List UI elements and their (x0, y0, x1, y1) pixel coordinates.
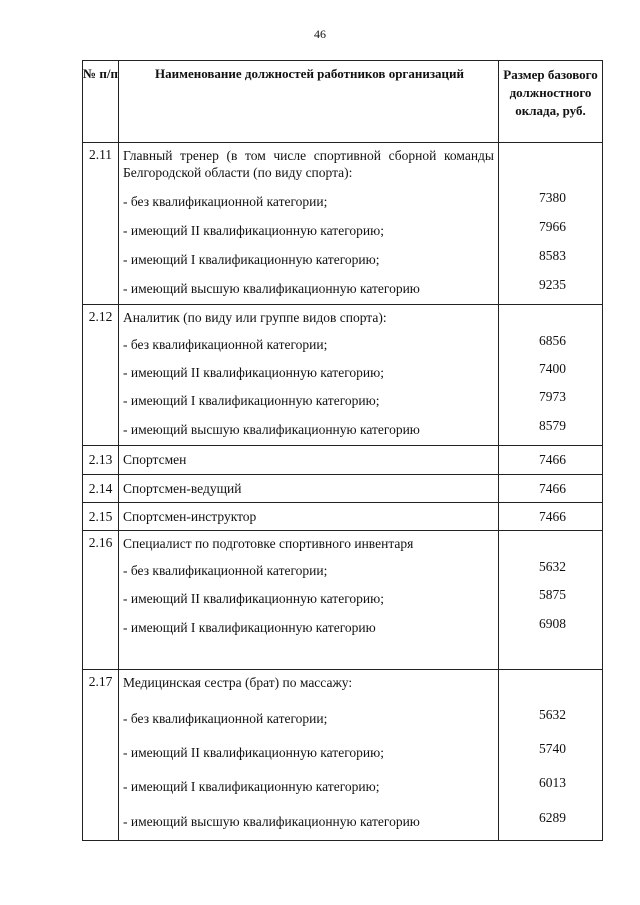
row-item-label: - имеющий I квалификационную категорию; (123, 393, 380, 408)
row-item-label: - имеющий I квалификационную категорию; (123, 251, 380, 267)
row-value: 7466 (539, 480, 566, 496)
row-num: 2.12 (83, 305, 119, 446)
row-item-value: 7400 (539, 361, 566, 376)
row-value: 7466 (539, 452, 566, 467)
row-name-cell (119, 475, 499, 503)
row-item-value: 8583 (539, 247, 566, 263)
row-num: 2.16 (83, 531, 119, 670)
table-row-2-15 (83, 503, 603, 531)
row-item-label: - без квалификационной категории; (123, 337, 328, 352)
row-title: Спортсмен (123, 452, 187, 467)
row-item-label: - без квалификационной категории; (123, 711, 328, 726)
row-item-value: 5740 (539, 741, 566, 756)
row-salary-cell (499, 446, 603, 475)
row-title: Специалист по подготовке спортивного инвентаря (123, 536, 414, 551)
row-item-value: 6289 (539, 810, 566, 825)
row-item-value: 6013 (539, 775, 566, 790)
row-item-value: 7380 (539, 189, 566, 205)
row-item-value: 7973 (539, 389, 566, 404)
row-name-cell (119, 446, 499, 475)
row-salary-cell (499, 475, 603, 503)
row-num: 2.13 (83, 446, 119, 475)
table-row-2-14 (83, 475, 603, 503)
row-salary-cell (499, 670, 603, 841)
row-item-label: - имеющий II квалификационную категорию; (123, 222, 384, 238)
row-item-value: 9235 (539, 277, 566, 292)
row-item-label: - имеющий высшую квалификационную категорию (123, 422, 420, 437)
header-salary: Размер базового должностного оклада, руб. (499, 61, 603, 143)
row-title: Медицинская сестра (брат) по массажу: (123, 675, 353, 690)
row-item-value: 5632 (539, 559, 566, 574)
row-name-cell (119, 503, 499, 531)
row-name-cell (119, 531, 499, 670)
row-item-label: - имеющий II квалификационную категорию; (123, 591, 384, 606)
row-item-value: 5875 (539, 587, 566, 602)
page-number: 46 (314, 27, 326, 41)
row-item-label: - имеющий высшую квалификационную категорию (123, 281, 420, 296)
row-salary-cell (499, 503, 603, 531)
row-item-value: 6856 (539, 333, 566, 348)
header-position-name: Наименование должностей работников организаций (119, 61, 499, 143)
salary-table (82, 60, 603, 841)
row-title: Главный тренер (в том числе спортивной сборной команды Белгородской области (по виду спорта): (123, 148, 494, 180)
table-row-2-16 (83, 531, 603, 670)
row-title: Спортсмен-инструктор (123, 508, 257, 524)
row-num: 2.14 (83, 475, 119, 503)
row-item-label: - имеющий II квалификационную категорию; (123, 745, 384, 760)
row-item-label: - имеющий I квалификационную категорию (123, 620, 376, 635)
row-title: Аналитик (по виду или группе видов спорта): (123, 310, 387, 325)
row-item-value: 8579 (539, 418, 566, 433)
table-row-2-13 (83, 446, 603, 475)
row-name-cell (119, 143, 499, 305)
row-item-value: 5632 (539, 707, 566, 722)
row-num: 2.17 (83, 670, 119, 841)
row-item-label: - имеющий высшую квалификационную категорию (123, 814, 420, 829)
row-item-label: - имеющий I квалификационную категорию; (123, 779, 380, 794)
row-value: 7466 (539, 508, 566, 524)
table-row-2-17 (83, 670, 603, 841)
row-item-value: 6908 (539, 616, 566, 631)
table-row-2-12 (83, 305, 603, 446)
row-name-cell (119, 670, 499, 841)
row-item-label: - без квалификационной категории; (123, 563, 328, 578)
row-salary-cell (499, 531, 603, 670)
table-header-row (83, 61, 603, 143)
row-item-label: - без квалификационной категории; (123, 193, 328, 209)
row-name-cell (119, 305, 499, 446)
row-num: 2.15 (83, 503, 119, 531)
header-num: № п/п (83, 61, 119, 143)
row-num: 2.11 (83, 143, 119, 305)
row-item-value: 7966 (539, 218, 566, 234)
row-salary-cell (499, 305, 603, 446)
row-salary-cell (499, 143, 603, 305)
row-item-label: - имеющий II квалификационную категорию; (123, 365, 384, 380)
table-row-2-11 (83, 143, 603, 305)
row-title: Спортсмен-ведущий (123, 480, 242, 496)
